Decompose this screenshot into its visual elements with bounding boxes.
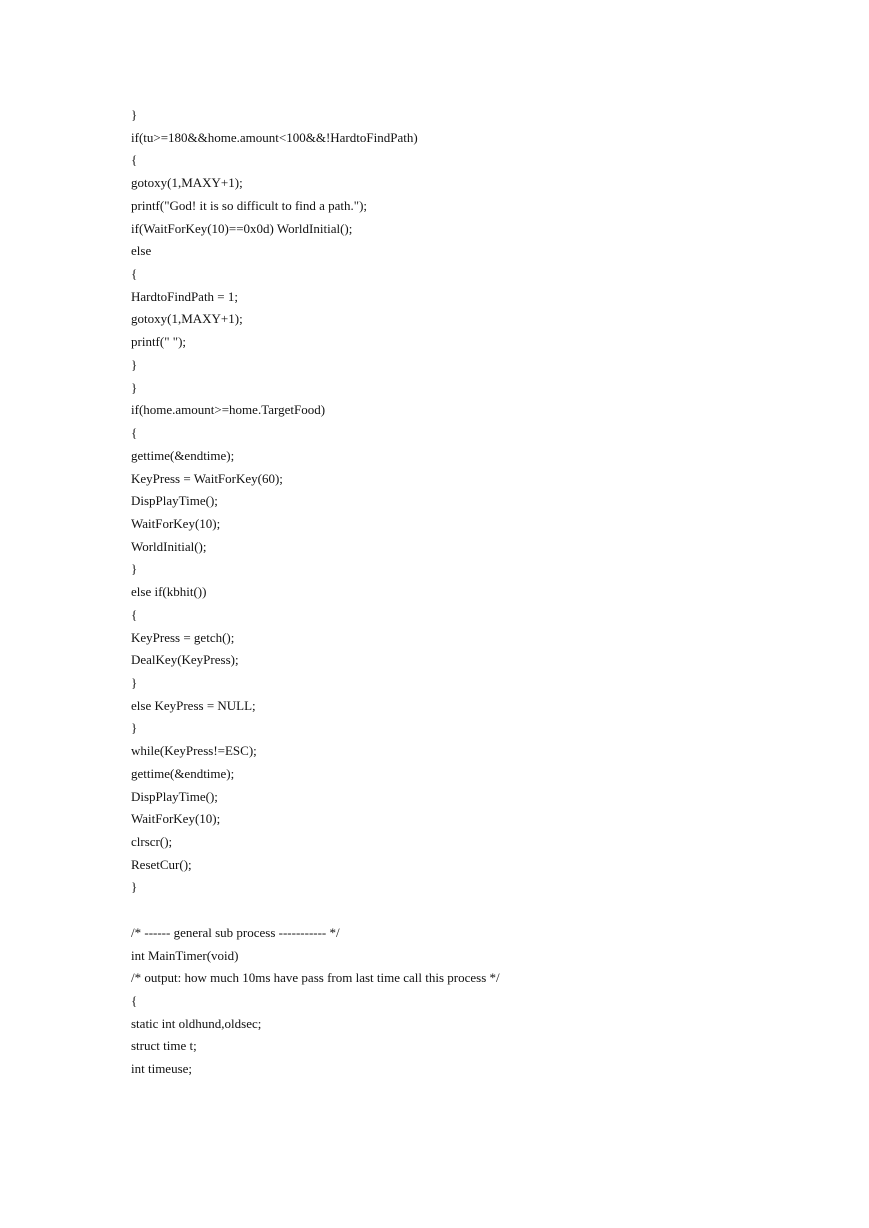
code-line: if(tu>=180&&home.amount<100&&!HardtoFindPath)	[131, 129, 418, 145]
code-line: if(WaitForKey(10)==0x0d) WorldInitial();	[131, 220, 353, 236]
code-line: /* output: how much 10ms have pass from last time call this process */	[131, 970, 500, 986]
code-line: WaitForKey(10);	[131, 515, 221, 531]
code-line: else	[131, 243, 152, 259]
code-line: gotoxy(1,MAXY+1);	[131, 311, 243, 327]
code-line: }	[131, 107, 138, 122]
code-line: ResetCur();	[131, 856, 192, 872]
code-line: printf(" ");	[131, 334, 187, 350]
code-line: gettime(&endtime);	[131, 447, 235, 463]
code-line: else if(kbhit())	[131, 584, 207, 600]
code-line: else KeyPress = NULL;	[131, 697, 256, 713]
code-line: }	[131, 879, 138, 895]
code-line: printf("God! it is so difficult to find a path.");	[131, 197, 368, 213]
code-line: {	[131, 993, 138, 1009]
code-line: KeyPress = getch();	[131, 629, 235, 645]
code-line: }	[131, 379, 138, 395]
code-line: /* ------ general sub process ----------- */	[131, 924, 340, 940]
code-line: }	[131, 674, 138, 690]
code-line: struct time t;	[131, 1038, 197, 1054]
code-line: {	[131, 152, 138, 168]
code-line: int timeuse;	[131, 1061, 193, 1077]
code-line: WaitForKey(10);	[131, 811, 221, 827]
code-line: }	[131, 720, 138, 736]
code-line: }	[131, 561, 138, 577]
code-line: clrscr();	[131, 834, 173, 849]
code-line: if(home.amount>=home.TargetFood)	[131, 402, 326, 418]
code-line: int MainTimer(void)	[131, 947, 239, 963]
code-line: {	[131, 266, 138, 282]
code-line: HardtoFindPath = 1;	[131, 288, 238, 304]
code-listing	[131, 104, 831, 1081]
code-line: {	[131, 425, 138, 441]
code-line: WorldInitial();	[131, 538, 207, 554]
code-line	[131, 899, 831, 922]
code-line: gotoxy(1,MAXY+1);	[131, 175, 243, 191]
code-line: }	[131, 356, 138, 372]
code-line: DispPlayTime();	[131, 788, 218, 804]
code-line: KeyPress = WaitForKey(60);	[131, 470, 283, 486]
code-line: DealKey(KeyPress);	[131, 652, 239, 668]
code-line: {	[131, 606, 138, 622]
code-line: gettime(&endtime);	[131, 765, 235, 781]
code-line: static int oldhund,oldsec;	[131, 1015, 262, 1031]
code-line: while(KeyPress!=ESC);	[131, 743, 257, 759]
code-line: DispPlayTime();	[131, 493, 218, 509]
